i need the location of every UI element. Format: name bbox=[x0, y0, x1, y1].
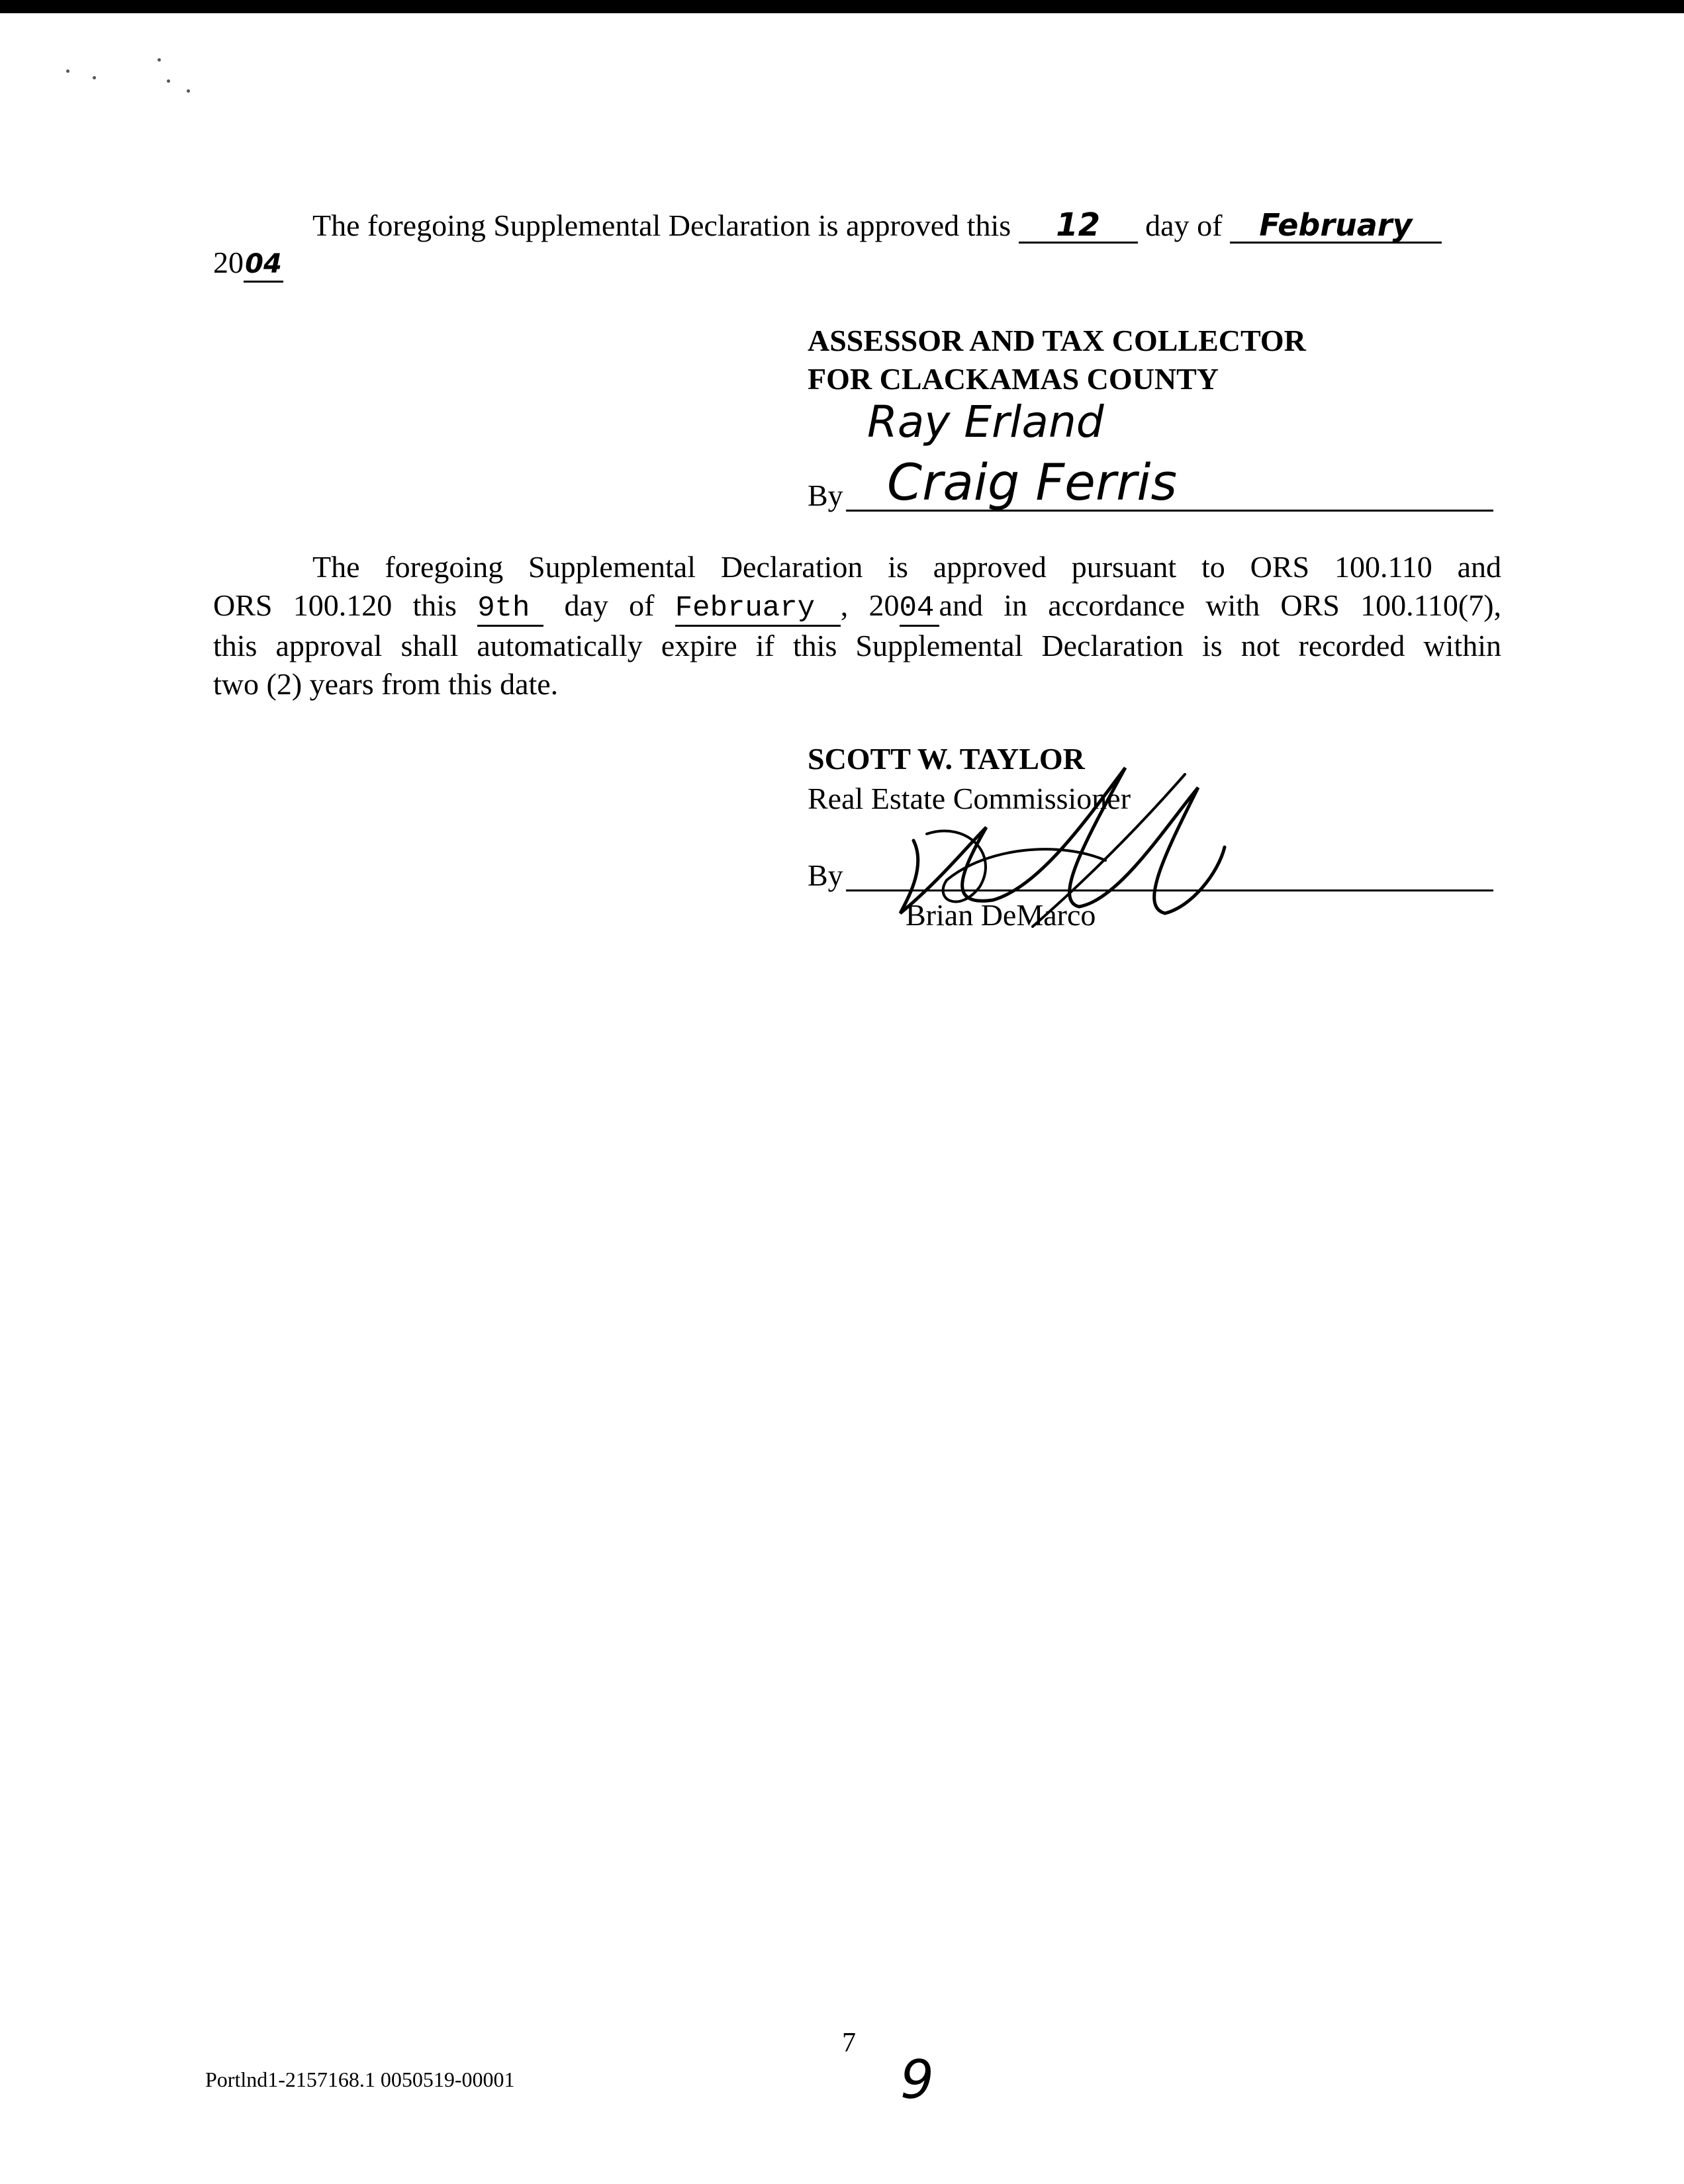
second-approval-line4 bbox=[213, 665, 1501, 704]
scan-speck bbox=[66, 69, 70, 73]
page-number: 7 bbox=[842, 2028, 856, 2058]
first-approval-year-suffix: 04 bbox=[244, 248, 283, 283]
second-approval-line1 bbox=[213, 548, 1501, 586]
commissioner-name: SCOTT W. TAYLOR bbox=[808, 742, 1085, 776]
second-approval-year-suffix: 04 bbox=[900, 592, 939, 627]
commissioner-signer: Brian DeMarco bbox=[906, 898, 1096, 932]
second-approval-line2 bbox=[213, 586, 1501, 627]
scan-speck bbox=[93, 76, 96, 79]
second-approval-line3-text: this approval shall automatically expire if this Supplemental Declaration is not recorded within bbox=[213, 629, 1501, 662]
assessor-title-line1: ASSESSOR AND TAX COLLECTOR bbox=[808, 324, 1306, 357]
scan-speck bbox=[187, 89, 190, 93]
scan-speck bbox=[167, 79, 170, 83]
document-id: Portlnd1-2157168.1 0050519-00001 bbox=[205, 2068, 515, 2091]
second-approval-month: February bbox=[675, 592, 841, 627]
scan-speck bbox=[158, 58, 161, 62]
assessor-handwritten-name: Ray Erland bbox=[867, 396, 1104, 447]
first-approval-year bbox=[213, 244, 283, 283]
second-approval-line2-d: and in accordance with ORS 100.110(7), bbox=[939, 588, 1502, 622]
second-approval-line3 bbox=[213, 627, 1501, 665]
first-approval-year-prefix: 20 bbox=[213, 246, 244, 279]
second-approval-paragraph bbox=[213, 548, 1501, 704]
first-approval-day: 12 bbox=[1019, 208, 1138, 244]
second-approval-line1-text: The foregoing Supplemental Declaration is approved pursuant to ORS 100.110 and bbox=[312, 550, 1501, 584]
scan-top-border bbox=[0, 0, 1684, 13]
first-approval-day-of: day of bbox=[1145, 208, 1223, 242]
second-approval-line2-a: ORS 100.120 this bbox=[213, 588, 457, 622]
first-approval-month: February bbox=[1230, 208, 1442, 244]
commissioner-signature-scrawl bbox=[887, 748, 1231, 946]
second-approval-line2-c: , 20 bbox=[840, 588, 900, 622]
second-approval-day: 9th bbox=[477, 592, 543, 627]
first-approval-line1 bbox=[312, 206, 1442, 245]
handwritten-page-number: 9 bbox=[900, 2049, 934, 2111]
second-approval-line4-text: two (2) years from this date. bbox=[213, 667, 559, 701]
assessor-by-label: By bbox=[808, 478, 843, 512]
first-approval-text: The foregoing Supplemental Declaration is approved this bbox=[312, 208, 1011, 242]
assessor-title-line2: FOR CLACKAMAS COUNTY bbox=[808, 362, 1219, 396]
commissioner-by-label: By bbox=[808, 858, 843, 892]
assessor-signature: Craig Ferris bbox=[887, 453, 1178, 512]
second-approval-line2-b: day of bbox=[564, 588, 655, 622]
commissioner-title: Real Estate Commissioner bbox=[808, 782, 1131, 815]
